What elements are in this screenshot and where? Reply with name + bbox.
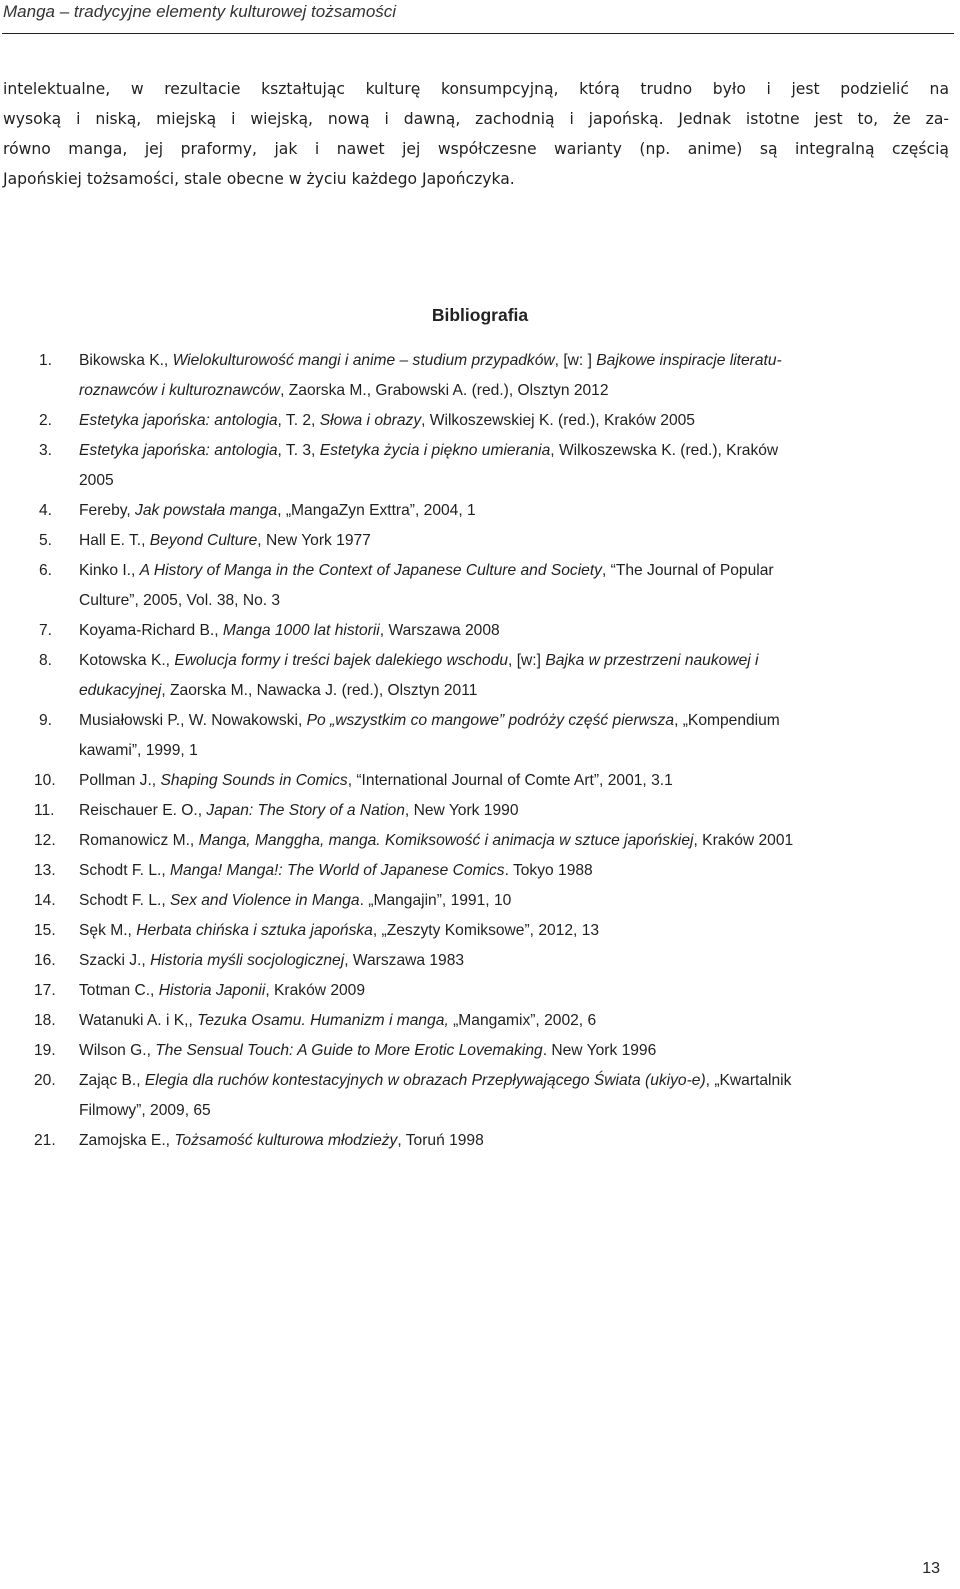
bib-text: , [w: ] — [554, 352, 597, 369]
bib-text: . New York 1996 — [542, 1042, 657, 1059]
bib-entry-line — [79, 1126, 952, 1156]
bib-text: Wilson G., — [79, 1042, 156, 1059]
bib-title-text: Manga 1000 lat historii — [222, 622, 380, 639]
bib-text: , „Kompendium — [674, 712, 780, 729]
bib-text: Musiałowski P., W. Nowakowski, — [79, 712, 307, 729]
bib-title-text: Beyond Culture — [149, 532, 258, 549]
bibliography-entry — [0, 436, 952, 496]
intro-paragraph — [3, 74, 949, 194]
bib-title-text: Manga, Manggha, manga. Komiksowość i animacja w sztuce japońskiej — [198, 832, 694, 849]
bib-text: , Toruń 1998 — [397, 1132, 484, 1149]
bib-text: Zamojska E., — [79, 1132, 175, 1149]
bib-text: , Zaorska M., Nawacka J. (red.), Olsztyn 2011 — [161, 682, 478, 699]
bib-entry-number: 1. — [39, 352, 53, 369]
bib-text: Szacki J., — [79, 952, 151, 969]
bib-entry-line — [79, 826, 952, 856]
bib-text: Watanuki A. i K,, — [79, 1012, 198, 1029]
bib-text: , „Kwartalnik — [705, 1072, 792, 1089]
bib-text: , New York 1977 — [257, 532, 371, 549]
bib-entry-line — [79, 346, 952, 376]
bib-text: Schodt F. L., — [79, 862, 171, 879]
bib-entry-number: 17. — [34, 982, 56, 999]
bib-text: , “International Journal of Comte Art”, 2001, 3.1 — [347, 772, 673, 789]
intro-line: Japońskiej tożsamości, stale obecne w życiu każdego Japończyka. — [3, 170, 515, 188]
bib-title-text: Bajka w przestrzeni naukowej i — [545, 652, 759, 669]
bib-text: Pollman J., — [79, 772, 161, 789]
intro-line: równo manga, jej praformy, jak i nawet jej współczesne warianty (np. anime) są integralną częścią — [3, 140, 949, 158]
bib-entry-number: 16. — [34, 952, 56, 969]
bib-entry-line — [79, 466, 952, 496]
bib-text: Schodt F. L., — [79, 892, 171, 909]
bib-title-text: Herbata chińska i sztuka japońska — [136, 922, 373, 939]
bibliography-heading: Bibliografia — [431, 305, 529, 325]
bib-text: Culture”, 2005, Vol. 38, No. 3 — [79, 592, 281, 609]
bib-text: , T. 2, — [277, 412, 320, 429]
bibliography-entry — [0, 1036, 952, 1066]
bib-text: , [w:] — [508, 652, 546, 669]
bib-text: , New York 1990 — [404, 802, 519, 819]
bibliography-entry — [0, 406, 952, 436]
bib-title-text: Historia myśli socjologicznej — [150, 952, 345, 969]
bib-entry-number: 11. — [34, 802, 55, 819]
bib-text: Kotowska K., — [79, 652, 175, 669]
bib-text: , Kraków 2009 — [265, 982, 366, 999]
bib-text: . „Mangajin”, 1991, 10 — [359, 892, 512, 909]
bibliography-entry — [0, 946, 952, 976]
bib-text: 2005 — [79, 472, 114, 489]
bib-text: , „MangaZyn Exttra”, 2004, 1 — [277, 502, 476, 519]
bib-entry-line — [79, 556, 952, 586]
bib-text: „Mangamix”, 2002, 6 — [448, 1012, 597, 1029]
bibliography-entry — [0, 706, 952, 766]
bib-text: kawami”, 1999, 1 — [79, 742, 198, 759]
bib-title-text: Słowa i obrazy — [319, 412, 422, 429]
bib-entry-number: 7. — [39, 622, 53, 639]
bib-text: , Wilkoszewska K. (red.), Kraków — [550, 442, 779, 459]
bibliography-entry — [0, 856, 952, 886]
bib-title-text: roznawców i kulturoznawców — [79, 382, 281, 399]
bib-text: , Zaorska M., Grabowski A. (red.), Olsztyn 2012 — [280, 382, 609, 399]
bib-title-text: Manga! Manga!: The World of Japanese Comics — [170, 862, 505, 879]
bib-entry-line — [79, 946, 952, 976]
bib-title-text: Sex and Violence in Manga — [170, 892, 360, 909]
bib-title-text: Jak powstała manga — [135, 502, 278, 519]
bib-text: Kinko I., — [79, 562, 140, 579]
bib-entry-line — [79, 1036, 952, 1066]
bibliography-entry — [0, 1066, 952, 1126]
bib-entry-number: 9. — [39, 712, 53, 729]
bibliography-entry — [0, 886, 952, 916]
bib-entry-number: 12. — [34, 832, 56, 849]
bib-entry-number: 19. — [34, 1042, 56, 1059]
bibliography-entry — [0, 1126, 952, 1156]
bib-entry-line — [79, 496, 952, 526]
bib-title-text: Estetyka japońska: antologia — [79, 412, 278, 429]
bib-text: Fereby, — [79, 502, 136, 519]
bib-title-text: Historia Japonii — [158, 982, 266, 999]
bibliography-entry — [0, 496, 952, 526]
bib-entry-line — [79, 976, 952, 1006]
bib-title-text: edukacyjnej — [79, 682, 162, 699]
bib-title-text: Tożsamość kulturowa młodzieży — [174, 1132, 398, 1149]
bib-entry-line — [79, 586, 952, 616]
bib-entry-line — [79, 706, 952, 736]
bib-title-text: Tezuka Osamu. Humanizm i manga, — [197, 1012, 449, 1029]
bib-title-text: Estetyka japońska: antologia — [79, 442, 278, 459]
bib-entry-number: 13. — [34, 862, 56, 879]
bib-text: , Wilkoszewskiej K. (red.), Kraków 2005 — [421, 412, 695, 429]
bib-title-text: Ewolucja formy i treści bajek dalekiego wschodu — [174, 652, 509, 669]
bibliography-entry — [0, 646, 952, 706]
bib-entry-line — [79, 886, 952, 916]
bib-text: Reischauer E. O., — [79, 802, 207, 819]
bibliography-entry — [0, 766, 952, 796]
bibliography-entry — [0, 826, 952, 856]
bib-entry-number: 20. — [34, 1072, 56, 1089]
bib-entry-line — [79, 406, 952, 436]
bib-text: Hall E. T., — [79, 532, 150, 549]
bib-text: Totman C., — [79, 982, 159, 999]
bib-entry-number: 8. — [39, 652, 53, 669]
bib-entry-number: 10. — [34, 772, 56, 789]
bib-text: , „Zeszyty Komiksowe”, 2012, 13 — [372, 922, 600, 939]
bib-title-text: Po „wszystkim co mangowe” podróży część pierwsza — [306, 712, 675, 729]
bib-text: , T. 3, — [277, 442, 320, 459]
bib-entry-line — [79, 1006, 952, 1036]
intro-line: intelektualne, w rezultacie kształtując kulturę konsumpcyjną, którą trudno było i jest podzielić na — [3, 80, 949, 98]
bib-text: Zając B., — [79, 1072, 145, 1089]
bib-entry-line — [79, 376, 952, 406]
bib-entry-line — [79, 436, 952, 466]
bib-text: Filmowy”, 2009, 65 — [79, 1102, 211, 1119]
bib-title-text: The Sensual Touch: A Guide to More Erotic Lovemaking — [155, 1042, 543, 1059]
page-number: 13 — [922, 1560, 940, 1577]
bibliography-entry — [0, 526, 952, 556]
bibliography-entry — [0, 796, 952, 826]
bib-title-text: Bajkowe inspiracje literatu- — [596, 352, 782, 369]
bib-entry-line — [79, 676, 952, 706]
bib-entry-number: 4. — [39, 502, 53, 519]
bib-text: , “The Journal of Popular — [601, 562, 774, 579]
bib-entry-line — [79, 1066, 952, 1096]
bib-title-text: Elegia dla ruchów kontestacyjnych w obrazach Przepływającego Świata (ukiyo-e) — [144, 1072, 706, 1089]
bib-entry-line — [79, 526, 952, 556]
bib-text: Sęk M., — [79, 922, 137, 939]
bib-text: , Warszawa 2008 — [379, 622, 500, 639]
bib-entry-number: 2. — [39, 412, 53, 429]
bibliography-entry — [0, 556, 952, 616]
intro-line: wysoką i niską, miejską i wiejską, nową i dawną, zachodnią i japońską. Jednak istotne jest to, że za- — [3, 110, 949, 128]
bib-title-text: Wielokulturowość mangi i anime – studium przypadków — [172, 352, 555, 369]
bib-entry-number: 21. — [34, 1132, 56, 1149]
bib-entry-line — [79, 736, 952, 766]
running-header: Manga – tradycyjne elementy kulturowej tożsamości — [3, 2, 397, 21]
bib-text: Bikowska K., — [79, 352, 173, 369]
bib-entry-number: 14. — [34, 892, 56, 909]
bib-entry-number: 5. — [39, 532, 53, 549]
bib-entry-line — [79, 916, 952, 946]
bib-entry-line — [79, 766, 952, 796]
bib-text: . Tokyo 1988 — [504, 862, 593, 879]
bib-text: , Kraków 2001 — [693, 832, 794, 849]
bib-entry-line — [79, 1096, 952, 1126]
bib-text: Romanowicz M., — [79, 832, 199, 849]
bib-entry-line — [79, 616, 952, 646]
bib-entry-number: 18. — [34, 1012, 56, 1029]
bibliography-entry — [0, 1006, 952, 1036]
bib-entry-line — [79, 796, 952, 826]
bib-entry-number: 3. — [39, 442, 53, 459]
bib-title-text: Japan: The Story of a Nation — [206, 802, 405, 819]
header-divider — [2, 33, 954, 34]
bib-text: , Warszawa 1983 — [344, 952, 465, 969]
bib-entry-line — [79, 646, 952, 676]
bibliography-list — [0, 346, 952, 1156]
bib-entry-number: 6. — [39, 562, 53, 579]
bib-title-text: Estetyka życia i piękno umierania — [319, 442, 551, 459]
bibliography-entry — [0, 916, 952, 946]
bib-title-text: A History of Manga in the Context of Japanese Culture and Society — [139, 562, 602, 579]
bibliography-entry — [0, 976, 952, 1006]
bibliography-entry — [0, 616, 952, 646]
bib-title-text: Shaping Sounds in Comics — [160, 772, 348, 789]
bib-text: Koyama-Richard B., — [79, 622, 223, 639]
bib-entry-number: 15. — [34, 922, 56, 939]
bibliography-entry — [0, 346, 952, 406]
bib-entry-line — [79, 856, 952, 886]
